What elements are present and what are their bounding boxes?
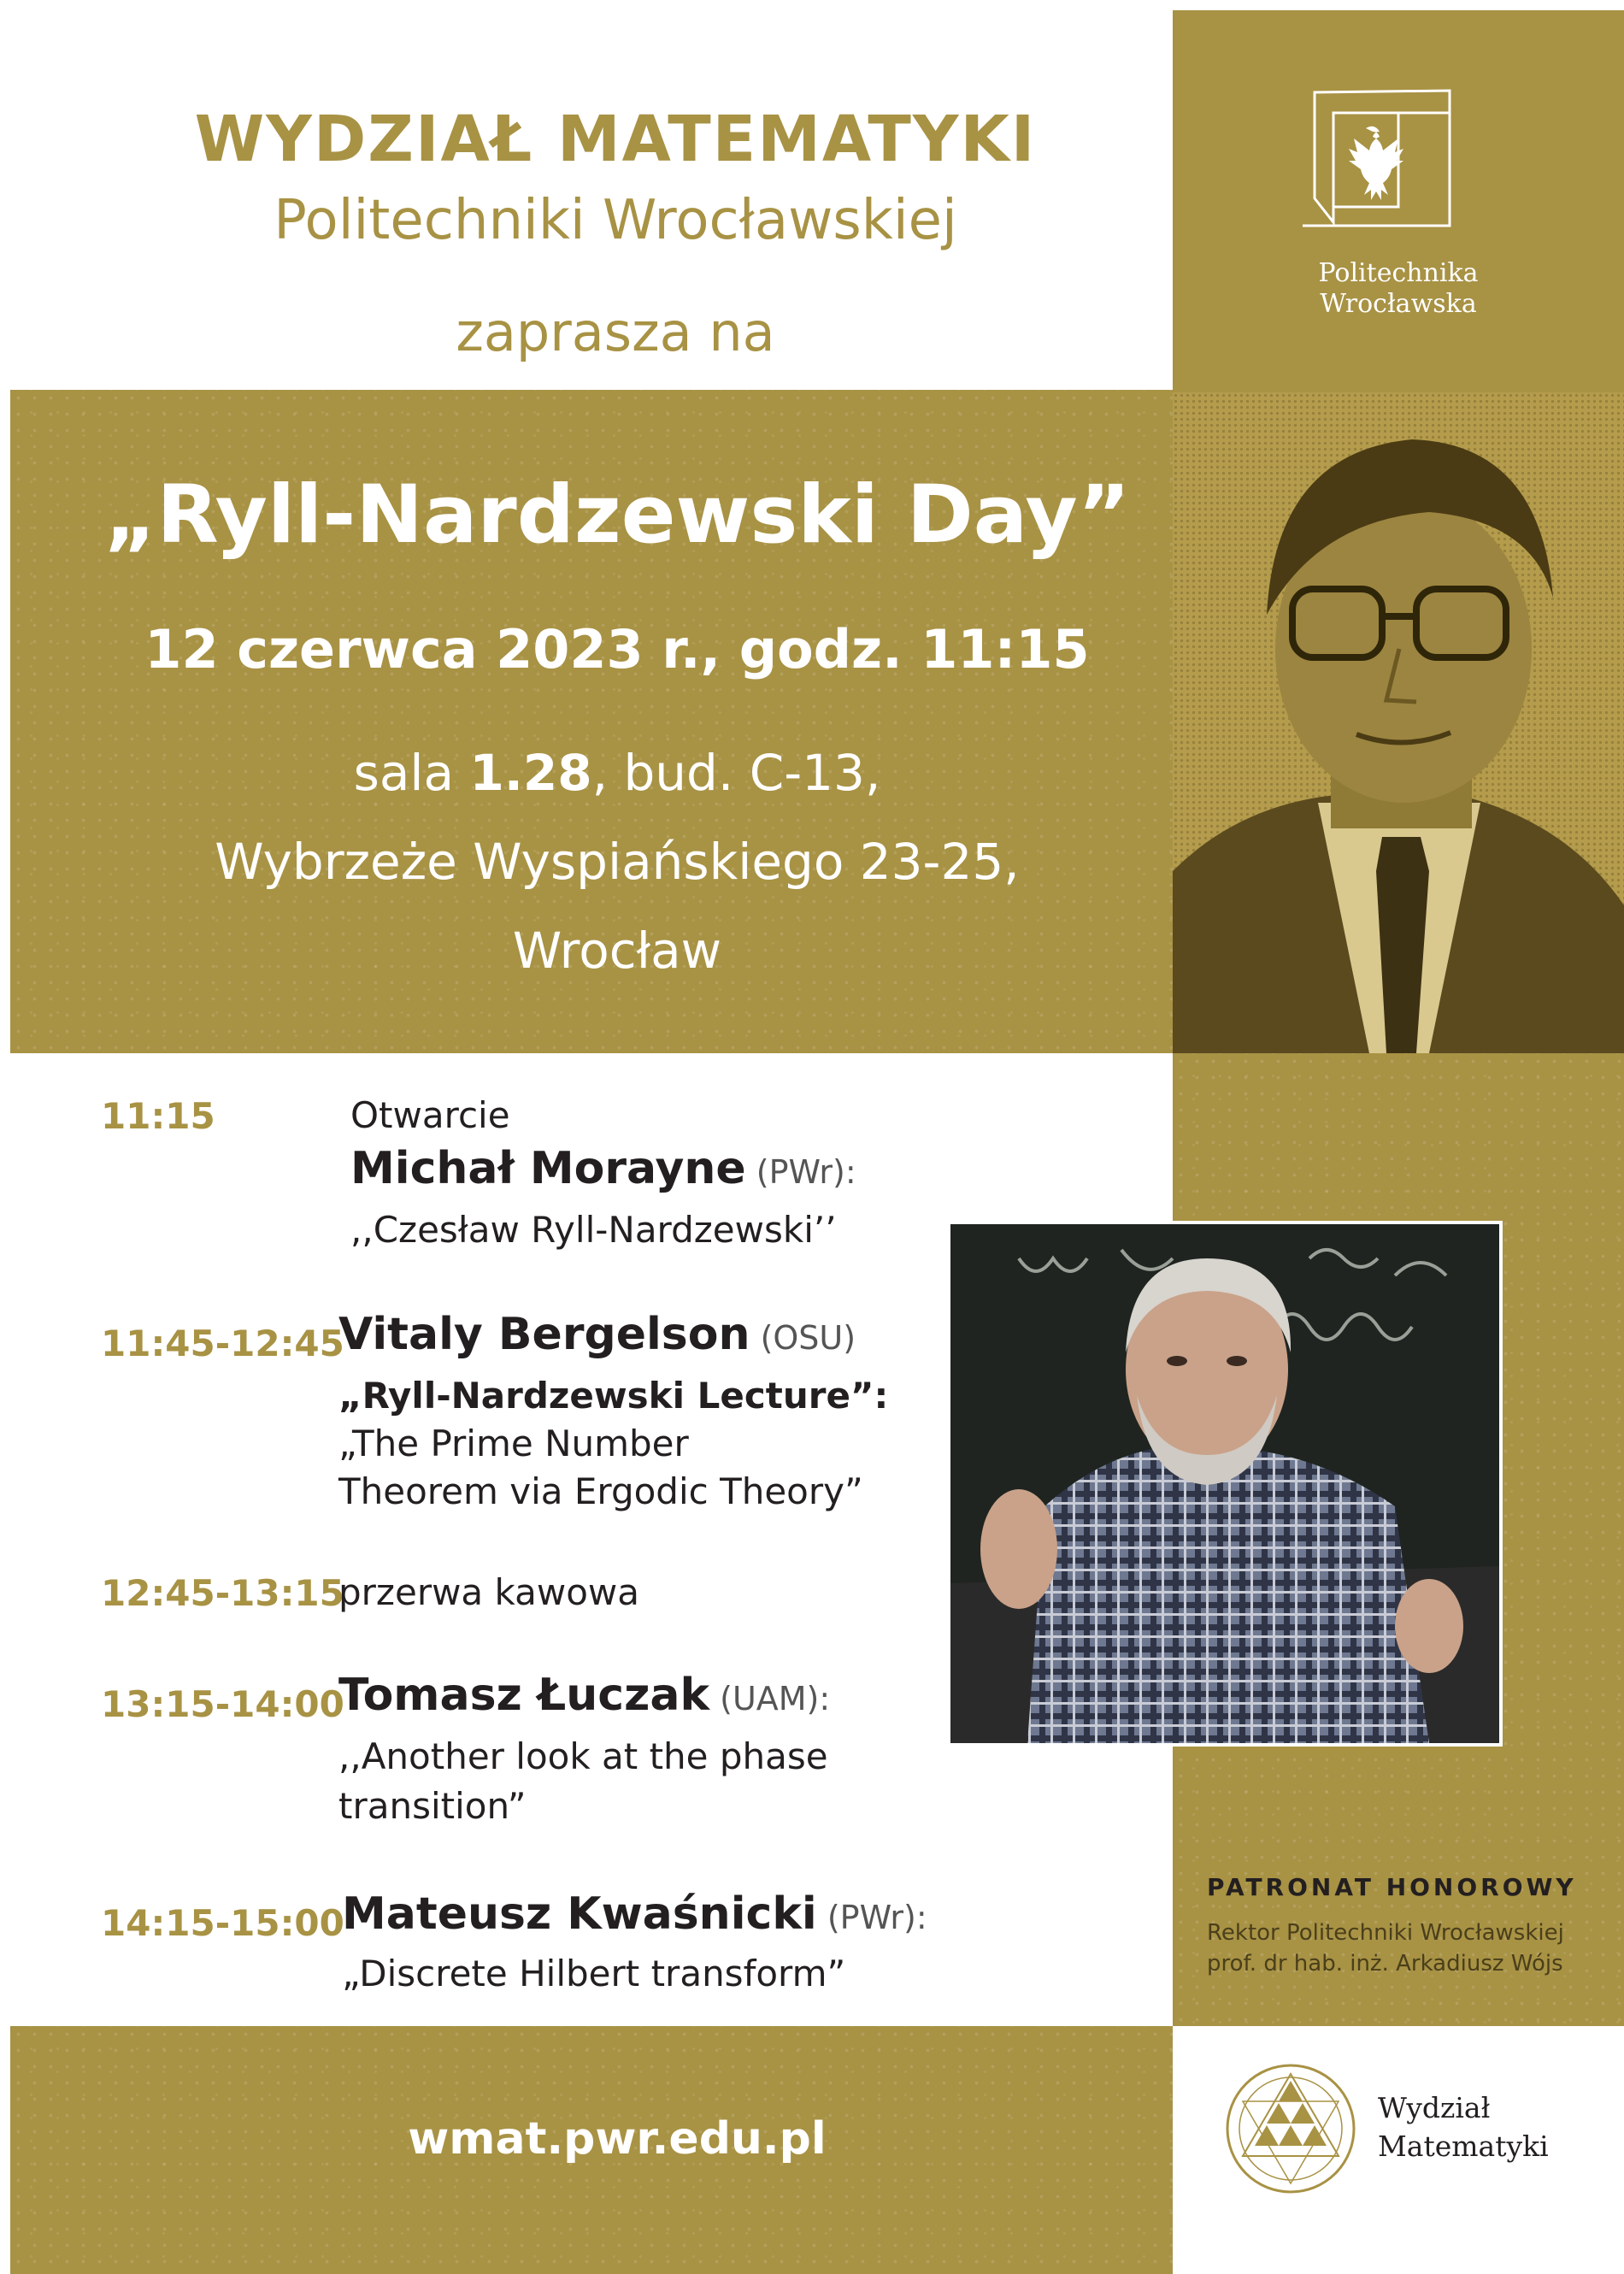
university-subheading: Politechniki Wrocławskiej [274, 189, 957, 252]
faculty-logo-line-1: Wydział [1378, 2091, 1491, 2124]
faculty-heading: WYDZIAŁ MATEMATYKI [194, 103, 1037, 176]
room-number: 1.28 [469, 744, 592, 802]
schedule-time: 11:15 [101, 1095, 215, 1137]
event-address: Wybrzeże Wyspiańskiego 23-25, [215, 833, 1020, 891]
schedule-time: 11:45-12:45 [101, 1323, 344, 1364]
speaker-affiliation: (PWr): [816, 1899, 927, 1936]
lecture-label: „Ryll-Nardzewski Lecture”: [338, 1375, 889, 1417]
portrait-image [1173, 392, 1624, 1053]
patronage-line-1: Rektor Politechniki Wrocławskiej [1207, 1920, 1564, 1946]
website-link[interactable]: wmat.pwr.edu.pl [408, 2113, 827, 2165]
invitation-text: zaprasza na [456, 301, 775, 363]
talk-title: ,,Another look at the phase [338, 1735, 828, 1777]
schedule-time: 12:45-13:15 [101, 1572, 344, 1614]
patronage-heading: PATRONAT HONOROWY [1207, 1873, 1577, 1901]
talk-title: ,,Czesław Ryll-Nardzewski’’ [350, 1209, 837, 1251]
logo-line-1: Politechnika [1318, 258, 1479, 288]
speaker-affiliation: (UAM): [709, 1680, 831, 1717]
speaker-name: Michał Morayne [350, 1143, 746, 1194]
sierpinski-triangle-icon [1222, 2060, 1359, 2197]
schedule-speaker-line [338, 1670, 830, 1723]
university-logo-text [1173, 258, 1624, 320]
event-date: 12 czerwca 2023 r., godz. 11:15 [144, 618, 1090, 680]
talk-title: „Discrete Hilbert transform” [342, 1953, 846, 1994]
speaker-name: Tomasz Łuczak [338, 1670, 710, 1721]
schedule-time: 14:15-15:00 [101, 1902, 344, 1944]
room-prefix: sala [353, 744, 470, 802]
speaker-name: Mateusz Kwaśnicki [342, 1888, 817, 1940]
coffee-break: przerwa kawowa [338, 1571, 639, 1613]
schedule-speaker-line [338, 1310, 856, 1363]
event-title: „Ryll-Nardzewski Day” [103, 468, 1131, 562]
event-room [10, 740, 1224, 805]
eagle-emblem-icon [1299, 79, 1463, 241]
talk-title-continued: transition” [338, 1785, 527, 1827]
talk-title: „The Prime Number [338, 1423, 689, 1464]
logo-line-2: Wrocławska [1320, 289, 1477, 319]
schedule-opening: Otwarcie [350, 1094, 510, 1136]
room-building: , bud. C-13, [591, 744, 881, 802]
speaker-photo [950, 1224, 1499, 1743]
patronage-line-2: prof. dr hab. inż. Arkadiusz Wójs [1207, 1951, 1563, 1976]
speaker-name: Vitaly Bergelson [338, 1309, 750, 1360]
schedule-speaker-line [350, 1144, 856, 1197]
faculty-logo-line-2: Matematyki [1378, 2130, 1549, 2163]
schedule-speaker-line [342, 1889, 927, 1942]
speaker-affiliation: (PWr): [745, 1153, 856, 1191]
speaker-affiliation: (OSU) [750, 1319, 856, 1357]
talk-title-continued: Theorem via Ergodic Theory” [338, 1470, 863, 1512]
schedule-time: 13:15-14:00 [101, 1683, 344, 1725]
event-city: Wrocław [512, 922, 722, 980]
